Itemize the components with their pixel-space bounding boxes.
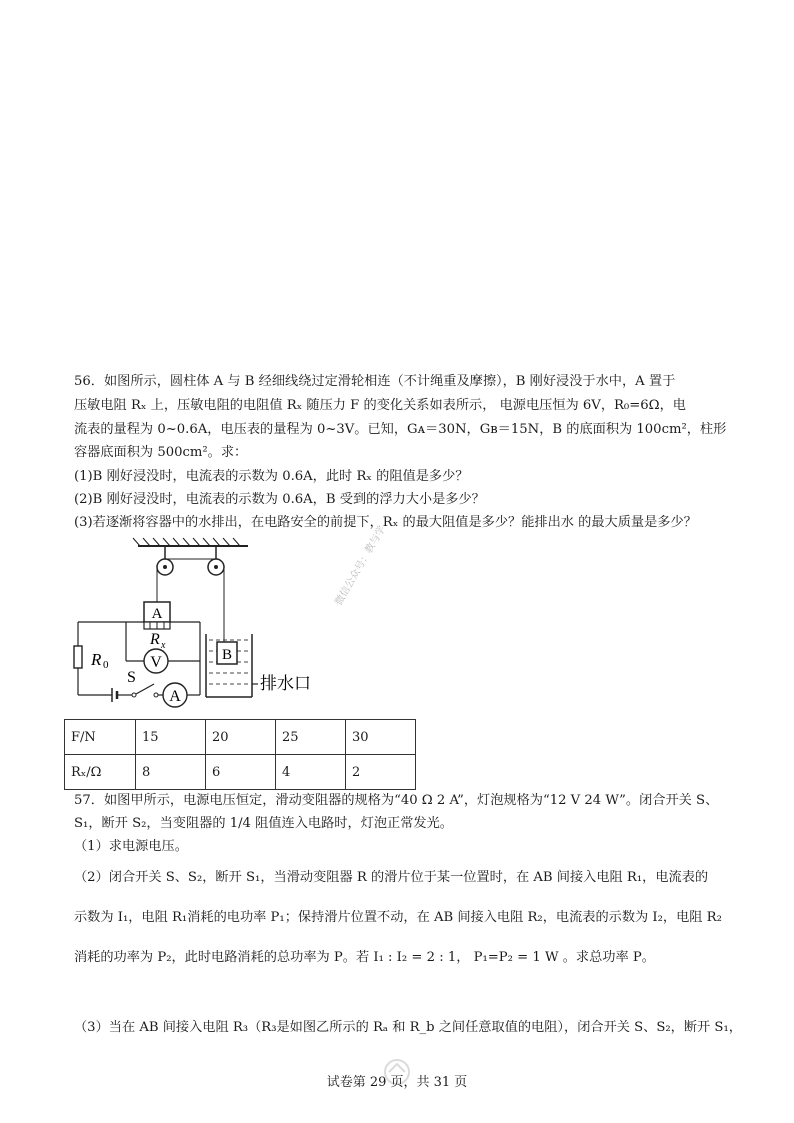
- resistor-r0: [74, 646, 82, 668]
- label-a: A: [151, 606, 163, 622]
- table-cell: 15: [136, 720, 206, 755]
- table-cell: 2: [346, 755, 416, 790]
- force-resistance-table: [64, 719, 416, 790]
- label-r0-sub: 0: [103, 659, 109, 671]
- switch-s: [136, 684, 154, 694]
- q57-subq-2-line-1: （2）闭合开关 S、S₂，断开 S₁，当滑动变阻器 R 的滑片位于某一位置时，在 AB 间接入电阻 R₁，电流表的: [74, 870, 709, 885]
- label-drain: 排水口: [260, 674, 311, 693]
- label-rx: R: [150, 631, 160, 648]
- page-footer: 试卷第 29 页，共 31 页: [326, 1075, 468, 1090]
- label-r0: R: [91, 650, 102, 669]
- table-row: [65, 755, 416, 790]
- q56-line-1: 56．如图所示，圆柱体 A 与 B 经细线绕过定滑轮相连（不计绳重及摩擦），B 刚好浸没于水中，A 置于: [74, 374, 676, 389]
- table-cell: 20: [206, 720, 276, 755]
- q56-subq-3: (3)若逐渐将容器中的水排出，在电路安全的前提下，Rₓ 的最大阻值是多少？能排出水 的最大质量是多少？: [74, 515, 697, 530]
- q57-line-1: 57．如图甲所示，电源电压恒定，滑动变阻器的规格为“40 Ω 2 A”，灯泡规格为“12 V 24 W”。闭合开关 S、: [74, 793, 719, 808]
- q56-line-3: 流表的量程为 0~0.6A，电压表的量程为 0~3V。已知，Gᴀ＝30N，Gʙ＝15N，B 的底面积为 100cm²，柱形: [74, 422, 727, 437]
- label-b: B: [221, 647, 233, 663]
- table-cell: Rₓ/Ω: [65, 755, 136, 790]
- table-cell: 30: [346, 720, 416, 755]
- q56-line-2: 压敏电阻 Rₓ 上，压敏电阻的电阻值 Rₓ 随压力 F 的变化关系如表所示， 电源电压恒为 6V，R₀=6Ω，电: [74, 398, 686, 413]
- circuit-diagram: [70, 534, 370, 714]
- label-v: V: [150, 654, 162, 671]
- q57-subq-1: （1）求电源电压。: [74, 839, 188, 854]
- table-cell: 4: [276, 755, 346, 790]
- q56-line-4: 容器底面积为 500cm²。求：: [74, 445, 248, 460]
- q57-line-2: S₁，断开 S₂，当变阻器的 1/4 阻值连入电路时，灯泡正常发光。: [74, 816, 453, 831]
- table-cell: 25: [276, 720, 346, 755]
- q56-subq-1: (1)B 刚好浸没时，电流表的示数为 0.6A，此时 Rₓ 的阻值是多少？: [74, 469, 469, 484]
- q57-subq-2-line-3: 消耗的功率为 P₂，此时电路消耗的总功率为 P。若 I₁ : I₂ = 2 : 1， P₁=P₂ = 1 W 。求总功率 P。: [74, 950, 655, 965]
- table-cell: 8: [136, 755, 206, 790]
- label-s: S: [127, 669, 136, 686]
- label-am: A: [169, 688, 181, 705]
- q57-subq-3: （3）当在 AB 间接入电阻 R₃（R₃是如图乙所示的 Rₐ 和 R_b 之间任意取值的电阻），闭合开关 S、S₂，断开 S₁，: [74, 1020, 742, 1035]
- table-cell: F/N: [65, 720, 136, 755]
- table-row: [65, 720, 416, 755]
- label-rx-sub: x: [161, 640, 166, 651]
- table-cell: 6: [206, 755, 276, 790]
- watermark-text: 微信公众号：教与学: [333, 524, 388, 608]
- q57-subq-2-line-2: 示数为 I₁，电阻 R₁消耗的电功率 P₁；保持滑片位置不动，在 AB 间接入电阻 R₂，电流表的示数为 I₂，电阻 R₂: [74, 910, 722, 925]
- q56-subq-2: (2)B 刚好浸没时，电流表的示数为 0.6A，B 受到的浮力大小是多少？: [74, 492, 485, 507]
